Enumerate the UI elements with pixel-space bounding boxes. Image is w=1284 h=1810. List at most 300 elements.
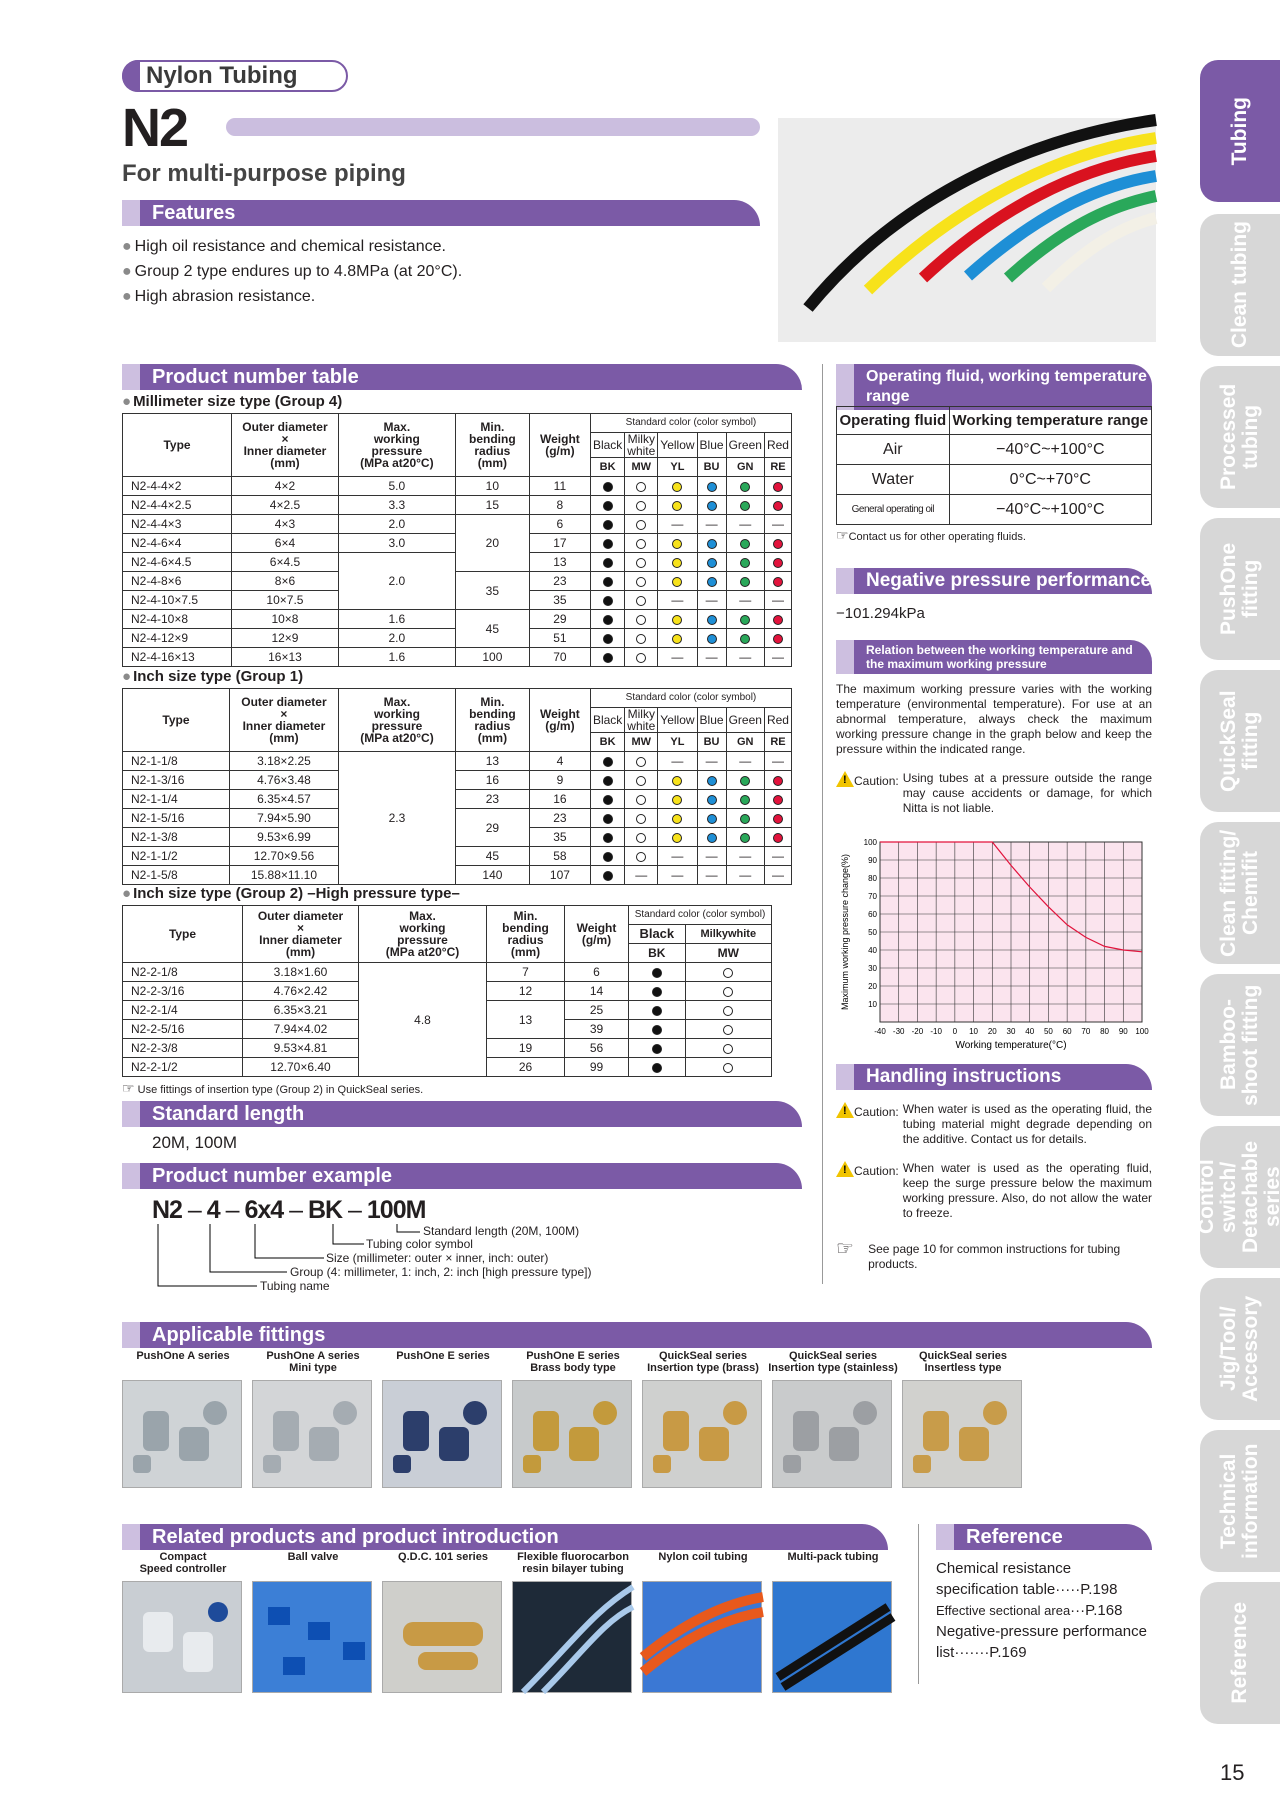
op-fluid-head: Operating fluid bbox=[837, 407, 950, 435]
table-row bbox=[123, 847, 792, 866]
color-dot-cell bbox=[697, 771, 726, 790]
color-dot-bu bbox=[707, 501, 717, 511]
tab-8[interactable]: Jig/Tool/ Accessory bbox=[1200, 1278, 1280, 1420]
tab-4[interactable]: QuickSeal fitting bbox=[1200, 670, 1280, 812]
color-dot-mw bbox=[636, 852, 646, 862]
caution-text: When water is used as the operating fluid, the tubing material might degrade depending on the additive. Contact us for details. bbox=[902, 1102, 1152, 1146]
feature-item: ● High abrasion resistance. bbox=[122, 284, 462, 309]
weight-cell: 99 bbox=[565, 1058, 629, 1077]
color-dot-cell bbox=[764, 828, 791, 847]
col-type: Type bbox=[123, 906, 243, 963]
color-dot-cell bbox=[658, 828, 697, 847]
code-group: 4 bbox=[206, 1196, 220, 1224]
weight-cell: 35 bbox=[529, 591, 590, 610]
x-axis-label: Working temperature(°C) bbox=[955, 1040, 1067, 1051]
bend-cell: 13 bbox=[487, 1001, 565, 1039]
color-name: Red bbox=[764, 708, 791, 733]
size-cell: 4.76×2.42 bbox=[243, 982, 359, 1001]
color-dot-cell bbox=[685, 1058, 771, 1077]
color-dot-cell bbox=[625, 809, 658, 828]
tab-7[interactable]: Control switch/ Detachable series bbox=[1200, 1126, 1280, 1268]
op-fluid-header: Operating fluid, working temperature range bbox=[836, 364, 1152, 410]
color-dot-yl bbox=[672, 634, 682, 644]
temp-cell: 0°C~+70°C bbox=[949, 465, 1151, 495]
feature-item: ● Group 2 type endures up to 4.8MPa (at 20°C). bbox=[122, 259, 462, 284]
size-cell: 4×2.5 bbox=[232, 496, 339, 515]
x-tick-label: 20 bbox=[987, 1027, 997, 1036]
weight-cell: 23 bbox=[529, 572, 590, 591]
color-dot-cell bbox=[590, 534, 624, 553]
color-dot-mw bbox=[636, 539, 646, 549]
size-cell: 9.53×6.99 bbox=[229, 828, 338, 847]
color-dot-yl bbox=[672, 833, 682, 843]
tab-3[interactable]: PushOne fitting bbox=[1200, 518, 1280, 660]
color-dot-gn bbox=[740, 577, 750, 587]
bend-cell: 23 bbox=[455, 790, 529, 809]
color-dot-cell bbox=[697, 629, 726, 648]
tab-5[interactable]: Clean fitting/ Chemifit bbox=[1200, 822, 1280, 964]
color-dot-re bbox=[773, 482, 783, 492]
example-label: Tubing name bbox=[260, 1279, 330, 1293]
color-dot-cell bbox=[625, 629, 658, 648]
color-dot-cell bbox=[764, 629, 791, 648]
handling-caution-2 bbox=[836, 1161, 1152, 1221]
weight-cell: 8 bbox=[529, 496, 590, 515]
example-label: Standard length (20M, 100M) bbox=[423, 1224, 580, 1238]
color-dot-cell bbox=[726, 790, 764, 809]
weight-cell: 9 bbox=[529, 771, 590, 790]
color-dot-bk bbox=[603, 615, 613, 625]
caution-label: Caution: bbox=[854, 774, 899, 788]
table-row bbox=[123, 752, 792, 771]
relation-header: Relation between the working temperature and the maximum working pressure bbox=[836, 640, 1152, 674]
type-cell: N2-1-1/8 bbox=[123, 752, 230, 771]
color-dot-gn bbox=[740, 558, 750, 568]
color-dot-cell bbox=[590, 553, 624, 572]
reference-list bbox=[936, 1558, 1156, 1663]
color-dot-bk bbox=[603, 520, 613, 530]
size-cell: 7.94×4.02 bbox=[243, 1020, 359, 1039]
features-header: Features bbox=[122, 200, 760, 226]
bend-cell: 140 bbox=[455, 866, 529, 885]
y-tick-label: 30 bbox=[868, 964, 877, 973]
pressure-cell: 1.6 bbox=[338, 648, 455, 667]
color-dot-mw bbox=[723, 987, 733, 997]
color-dot-cell bbox=[658, 771, 697, 790]
color-dash-cell: — bbox=[726, 515, 764, 534]
code-name: N2 bbox=[152, 1196, 182, 1224]
color-dot-cell bbox=[658, 553, 697, 572]
color-dot-cell bbox=[726, 496, 764, 515]
color-dot-cell bbox=[625, 534, 658, 553]
color-name: Red bbox=[764, 433, 791, 458]
weight-cell: 23 bbox=[529, 809, 590, 828]
color-dot-cell bbox=[658, 477, 697, 496]
op-fluid-note bbox=[836, 528, 1026, 545]
color-dot-cell bbox=[590, 752, 624, 771]
pressure-temperature-chart bbox=[836, 832, 1156, 1051]
example-label: Tubing color symbol bbox=[366, 1237, 473, 1251]
reference-item[interactable]: Chemical resistance specification table·····P.198 bbox=[936, 1560, 1118, 1598]
color-dot-gn bbox=[740, 634, 750, 644]
color-dot-cell bbox=[590, 572, 624, 591]
color-dot-bk bbox=[652, 1044, 662, 1054]
color-dot-cell bbox=[658, 629, 697, 648]
y-tick-label: 60 bbox=[868, 910, 877, 919]
color-dot-gn bbox=[740, 814, 750, 824]
related-photo bbox=[382, 1581, 502, 1693]
category-pill: Nylon Tubing bbox=[122, 60, 348, 92]
type-cell: N2-1-5/8 bbox=[123, 866, 230, 885]
color-dot-mw bbox=[636, 757, 646, 767]
color-dot-cell bbox=[764, 534, 791, 553]
weight-cell: 39 bbox=[565, 1020, 629, 1039]
color-dot-mw bbox=[723, 968, 733, 978]
related-label: Flexible fluorocarbon resin bilayer tubing bbox=[517, 1551, 629, 1575]
size-cell: 12.70×9.56 bbox=[229, 847, 338, 866]
color-dot-bu bbox=[707, 577, 717, 587]
handling-see bbox=[836, 1238, 1152, 1272]
weight-cell: 16 bbox=[529, 790, 590, 809]
color-dot-cell bbox=[625, 771, 658, 790]
type-cell: N2-4-10×8 bbox=[123, 610, 232, 629]
color-dot-cell bbox=[726, 828, 764, 847]
color-dot-bk bbox=[603, 814, 613, 824]
color-dot-re bbox=[773, 795, 783, 805]
caution-text: Using tubes at a pressure outside the range may cause accidents or damage, for which Nitta is not liable. bbox=[902, 771, 1152, 815]
y-tick-label: 70 bbox=[868, 892, 877, 901]
related-label: Multi-pack tubing bbox=[787, 1551, 879, 1563]
fitting-label: PushOne A series Mini type bbox=[266, 1350, 360, 1374]
bend-cell: 45 bbox=[455, 847, 529, 866]
color-code: BK bbox=[629, 944, 686, 963]
color-dot-cell bbox=[685, 982, 771, 1001]
color-dot-cell bbox=[726, 534, 764, 553]
col-bend: Min. bending radius (mm) bbox=[455, 414, 529, 477]
relation-text: The maximum working pressure varies with the working temperature (environmental temperature). For use at an abnormal temperature, always check the maximum working pressure change in the graph below and keep the pressure within the indicated range. bbox=[836, 682, 1152, 756]
col-weight: Weight (g/m) bbox=[529, 689, 590, 752]
color-dash-cell: — bbox=[697, 591, 726, 610]
color-dot-yl bbox=[672, 795, 682, 805]
table-row bbox=[123, 866, 792, 885]
color-dot-bu bbox=[707, 615, 717, 625]
color-dot-cell bbox=[685, 1001, 771, 1020]
color-name: Blue bbox=[697, 708, 726, 733]
color-dot-mw bbox=[636, 577, 646, 587]
type-cell: N2-2-1/8 bbox=[123, 963, 243, 982]
type-cell: N2-2-5/16 bbox=[123, 1020, 243, 1039]
color-dot-cell bbox=[764, 477, 791, 496]
color-dash-cell: — bbox=[658, 648, 697, 667]
color-dot-bk bbox=[652, 968, 662, 978]
bend-cell: 45 bbox=[455, 610, 529, 648]
col-pressure: Max. working pressure (MPa at20°C) bbox=[338, 414, 455, 477]
color-code: RE bbox=[764, 458, 791, 477]
weight-cell: 13 bbox=[529, 553, 590, 572]
tab-6[interactable]: Bamboo- shoot fitting bbox=[1200, 974, 1280, 1116]
size-cell: 9.53×4.81 bbox=[243, 1039, 359, 1058]
related-photo bbox=[252, 1581, 372, 1693]
color-dash-cell: — bbox=[764, 648, 791, 667]
color-dash-cell: — bbox=[697, 847, 726, 866]
color-dot-mw bbox=[636, 634, 646, 644]
col-std-color: Standard color (color symbol) bbox=[590, 689, 791, 708]
color-dash-cell: — bbox=[625, 866, 658, 885]
size-cell: 6×4 bbox=[232, 534, 339, 553]
color-dot-mw bbox=[636, 596, 646, 606]
size-cell: 6.35×4.57 bbox=[229, 790, 338, 809]
table-row bbox=[123, 790, 792, 809]
color-dot-cell bbox=[697, 496, 726, 515]
col-weight: Weight (g/m) bbox=[565, 906, 629, 963]
y-tick-label: 40 bbox=[868, 946, 877, 955]
type-cell: N2-2-3/16 bbox=[123, 982, 243, 1001]
color-dot-gn bbox=[740, 776, 750, 786]
type-cell: N2-4-8×6 bbox=[123, 572, 232, 591]
color-dot-cell bbox=[590, 790, 624, 809]
table-row bbox=[123, 572, 792, 591]
example-label: Group (4: millimeter, 1: inch, 2: inch [high pressure type]) bbox=[290, 1265, 592, 1279]
weight-cell: 25 bbox=[565, 1001, 629, 1020]
color-dash-cell: — bbox=[658, 515, 697, 534]
color-dot-cell bbox=[658, 610, 697, 629]
color-name: Yellow bbox=[658, 708, 697, 733]
color-dot-mw bbox=[636, 482, 646, 492]
tab-2[interactable]: Processed tubing bbox=[1200, 366, 1280, 508]
fitting-label: PushOne E series Brass body type bbox=[526, 1350, 620, 1374]
color-dot-bk bbox=[603, 501, 613, 511]
pointing-hand-icon: ☞ bbox=[836, 527, 849, 543]
color-dot-cell bbox=[590, 771, 624, 790]
color-dot-cell bbox=[629, 1020, 686, 1039]
color-dot-gn bbox=[740, 833, 750, 843]
fluid-cell: General operating oil bbox=[837, 495, 950, 525]
color-code: YL bbox=[658, 458, 697, 477]
col-size: Outer diameter × Inner diameter (mm) bbox=[243, 906, 359, 963]
pressure-cell: 2.0 bbox=[338, 553, 455, 610]
color-dot-cell bbox=[658, 809, 697, 828]
weight-cell: 70 bbox=[529, 648, 590, 667]
weight-cell: 6 bbox=[565, 963, 629, 982]
negative-pressure-value: −101.294kPa bbox=[836, 605, 925, 622]
weight-cell: 35 bbox=[529, 828, 590, 847]
size-cell: 3.18×1.60 bbox=[243, 963, 359, 982]
subtitle: For multi-purpose piping bbox=[122, 160, 406, 187]
color-dot-cell bbox=[629, 982, 686, 1001]
color-dot-cell bbox=[726, 553, 764, 572]
color-dot-gn bbox=[740, 795, 750, 805]
related-photo bbox=[642, 1581, 762, 1693]
color-dot-bk bbox=[603, 776, 613, 786]
color-dot-cell bbox=[697, 828, 726, 847]
color-dot-cell bbox=[625, 553, 658, 572]
col-type: Type bbox=[123, 689, 230, 752]
reference-header: Reference bbox=[936, 1524, 1152, 1550]
page-number: 15 bbox=[1220, 1760, 1245, 1785]
pressure-cell: 1.6 bbox=[338, 610, 455, 629]
color-dot-cell bbox=[726, 809, 764, 828]
weight-cell: 4 bbox=[529, 752, 590, 771]
x-tick-label: 100 bbox=[1135, 1027, 1149, 1036]
y-tick-label: 90 bbox=[868, 856, 877, 865]
fitting-photo bbox=[512, 1380, 632, 1488]
related-photo bbox=[122, 1581, 242, 1693]
color-dot-re bbox=[773, 833, 783, 843]
color-dot-gn bbox=[740, 615, 750, 625]
related-photo bbox=[772, 1581, 892, 1693]
y-tick-label: 50 bbox=[868, 928, 877, 937]
table-row bbox=[123, 963, 772, 982]
color-dot-re bbox=[773, 558, 783, 568]
example-header: Product number example bbox=[122, 1163, 802, 1189]
color-dot-bk bbox=[603, 757, 613, 767]
y-tick-label: 80 bbox=[868, 874, 877, 883]
reference-item[interactable]: Negative-pressure performance list·······P.169 bbox=[936, 1623, 1147, 1661]
color-dot-bk bbox=[603, 634, 613, 644]
x-tick-label: 80 bbox=[1100, 1027, 1110, 1036]
color-dot-re bbox=[773, 776, 783, 786]
color-dot-cell bbox=[590, 610, 624, 629]
bend-cell: 20 bbox=[455, 515, 529, 572]
pressure-cell: 3.3 bbox=[338, 496, 455, 515]
color-dot-mw bbox=[723, 1044, 733, 1054]
tab-0[interactable]: Tubing bbox=[1200, 60, 1280, 202]
related-header: Related products and product introduction bbox=[122, 1524, 888, 1550]
example-label: Size (millimeter: outer × inner, inch: outer) bbox=[326, 1251, 549, 1265]
color-code: MW bbox=[625, 733, 658, 752]
color-dot-bk bbox=[652, 987, 662, 997]
color-dot-cell bbox=[625, 496, 658, 515]
warning-icon bbox=[836, 771, 854, 787]
color-dot-cell bbox=[625, 515, 658, 534]
tab-1[interactable]: Clean tubing bbox=[1200, 214, 1280, 356]
warning-icon bbox=[836, 1161, 854, 1177]
color-code: BK bbox=[590, 733, 624, 752]
fitting-photo bbox=[642, 1380, 762, 1488]
x-tick-label: 50 bbox=[1043, 1027, 1053, 1036]
color-dot-cell bbox=[658, 496, 697, 515]
color-dash-cell: — bbox=[764, 847, 791, 866]
col-std-color: Standard color (color symbol) bbox=[590, 414, 791, 433]
color-dot-bk bbox=[603, 653, 613, 663]
size-cell: 16×13 bbox=[232, 648, 339, 667]
pointing-hand-icon: ☞ bbox=[836, 1238, 854, 1260]
color-dot-cell bbox=[697, 809, 726, 828]
color-dot-mw bbox=[636, 501, 646, 511]
op-fluid-table bbox=[836, 406, 1152, 525]
type-cell: N2-4-6×4.5 bbox=[123, 553, 232, 572]
color-dot-bk bbox=[652, 1025, 662, 1035]
color-dot-cell bbox=[726, 477, 764, 496]
color-dot-yl bbox=[672, 539, 682, 549]
related-label: Compact Speed controller bbox=[139, 1551, 227, 1575]
col-type: Type bbox=[123, 414, 232, 477]
color-dot-mw bbox=[723, 1006, 733, 1016]
color-dot-cell bbox=[590, 847, 624, 866]
color-name: Black bbox=[590, 708, 624, 733]
color-dot-cell bbox=[764, 553, 791, 572]
col-size: Outer diameter × Inner diameter (mm) bbox=[232, 414, 339, 477]
color-dot-cell bbox=[625, 572, 658, 591]
color-dash-cell: — bbox=[726, 591, 764, 610]
color-dash-cell: — bbox=[726, 752, 764, 771]
temp-cell: −40°C~+100°C bbox=[949, 435, 1151, 465]
color-dash-cell: — bbox=[697, 648, 726, 667]
color-dot-cell bbox=[590, 866, 624, 885]
color-dot-bu bbox=[707, 482, 717, 492]
color-dot-re bbox=[773, 501, 783, 511]
mm-section-title: ● Millimeter size type (Group 4) bbox=[122, 393, 342, 410]
caution-text: When water is used as the operating fluid, keep the surge pressure below the maximum working pressure. Also, do not allow the water to freeze. bbox=[902, 1161, 1152, 1220]
color-dot-bu bbox=[707, 558, 717, 568]
type-cell: N2-4-4×2.5 bbox=[123, 496, 232, 515]
op-fluid-note-text: Contact us for other operating fluids. bbox=[848, 531, 1026, 543]
tab-10[interactable]: Reference bbox=[1200, 1582, 1280, 1724]
color-dot-mw bbox=[723, 1025, 733, 1035]
color-dot-cell bbox=[764, 809, 791, 828]
size-cell: 6×4.5 bbox=[232, 553, 339, 572]
reference-divider bbox=[918, 1524, 919, 1684]
color-name: Yellow bbox=[658, 433, 697, 458]
table-row bbox=[123, 809, 792, 828]
type-cell: N2-4-16×13 bbox=[123, 648, 232, 667]
bend-cell: 10 bbox=[455, 477, 529, 496]
color-dot-cell bbox=[625, 847, 658, 866]
color-dot-mw bbox=[636, 558, 646, 568]
color-dot-re bbox=[773, 577, 783, 587]
color-dot-cell bbox=[590, 629, 624, 648]
color-dot-gn bbox=[740, 501, 750, 511]
color-dot-bk bbox=[652, 1063, 662, 1073]
col-pressure: Max. working pressure (MPa at20°C) bbox=[339, 689, 456, 752]
size-cell: 12×9 bbox=[232, 629, 339, 648]
standard-length-value: 20M, 100M bbox=[152, 1133, 238, 1152]
color-dot-mw bbox=[636, 776, 646, 786]
type-cell: N2-2-1/2 bbox=[123, 1058, 243, 1077]
fitting-photo bbox=[252, 1380, 372, 1488]
pressure-cell: 4.8 bbox=[359, 963, 487, 1077]
color-name: Milkywhite bbox=[685, 925, 771, 944]
pressure-cell: 2.0 bbox=[338, 629, 455, 648]
color-dot-cell bbox=[697, 790, 726, 809]
color-dot-cell bbox=[685, 1020, 771, 1039]
reference-item[interactable]: Effective sectional area···P.168 bbox=[936, 1602, 1123, 1619]
table-row bbox=[123, 771, 792, 790]
col-bend: Min. bending radius (mm) bbox=[455, 689, 529, 752]
feature-item: ● High oil resistance and chemical resistance. bbox=[122, 234, 462, 259]
color-dash-cell: — bbox=[726, 847, 764, 866]
fitting-photo bbox=[382, 1380, 502, 1488]
size-cell: 15.88×11.10 bbox=[229, 866, 338, 885]
color-dot-re bbox=[773, 539, 783, 549]
color-dash-cell: — bbox=[658, 752, 697, 771]
size-cell: 7.94×5.90 bbox=[229, 809, 338, 828]
mm-size-table bbox=[122, 413, 792, 667]
tab-9[interactable]: Technical information bbox=[1200, 1430, 1280, 1572]
y-tick-label: 100 bbox=[863, 838, 877, 847]
weight-cell: 6 bbox=[529, 515, 590, 534]
color-dash-cell: — bbox=[764, 866, 791, 885]
color-dot-cell bbox=[726, 771, 764, 790]
color-dot-cell bbox=[764, 790, 791, 809]
color-dot-re bbox=[773, 615, 783, 625]
table-row bbox=[123, 648, 792, 667]
weight-cell: 29 bbox=[529, 610, 590, 629]
pressure-cell: 2.0 bbox=[338, 515, 455, 534]
color-dot-cell bbox=[697, 610, 726, 629]
y-tick-label: 10 bbox=[868, 1000, 877, 1009]
weight-cell: 14 bbox=[565, 982, 629, 1001]
